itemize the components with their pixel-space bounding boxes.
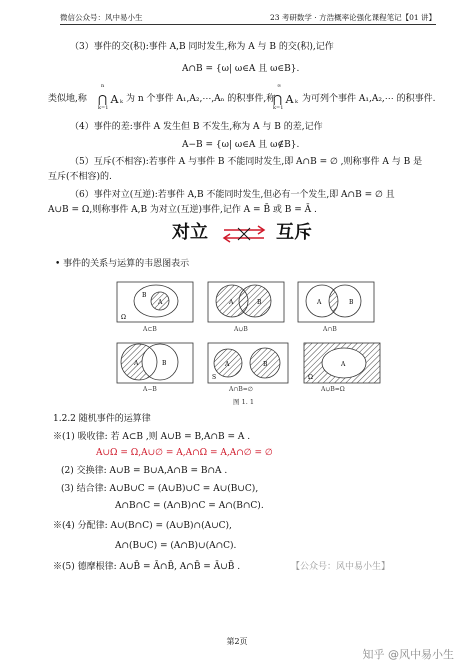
rule-4a: ※(4) 分配律: A∪(B∩C) = (A∪B)∩(A∪C),	[53, 521, 232, 531]
venn-bullet: • 事件的关系与运算的韦恩图表示	[55, 259, 190, 269]
header-right: 23 考研数学 · 方浩概率论强化课程笔记【01 讲】	[269, 13, 436, 22]
rule-1: ※(1) 吸收律: 若 A⊂B ,则 A∪B = B,A∩B = A .	[53, 432, 251, 442]
item-5-text: （5）互斥(不相容):若事件 A 与事件 B 不能同时发生,即 A∩B = ∅ ,则称事件 A 与 B 是	[70, 157, 423, 167]
item-3-text: （3）事件的交(积):事件 A,B 同时发生,称为 A 与 B 的交(积),记作	[70, 42, 334, 52]
bound-n: n	[101, 83, 105, 89]
similar-text-3: 为可列个事件 A₁,A₂,⋯ 的积事件.	[302, 94, 436, 104]
section-heading: 1.2.2 随机事件的运算律	[53, 414, 151, 424]
item-3-formula: A∩B = {ω| ω∈A 且 ω∈B}.	[182, 64, 300, 74]
rule-3b: A∩B∩C = (A∩B)∩C = A∩(B∩C).	[115, 501, 264, 511]
rule-5-note: 【公众号：风中易小生】	[291, 562, 391, 572]
venn-4-b: B	[162, 360, 167, 367]
venn-5-a: A	[225, 361, 230, 368]
venn-5-b: B	[263, 361, 268, 368]
venn-6-a: A	[341, 361, 346, 368]
rule-4b: A∩(B∪C) = (A∩B)∪(A∩C).	[115, 541, 237, 551]
title-exclusive: 互斥	[276, 222, 312, 243]
bound-inf: ∞	[277, 83, 282, 89]
subscript-k2: k	[295, 99, 299, 105]
item-6-text: （6）事件对立(互逆):若事件 A,B 不能同时发生,但必有一个发生,即 A∩B = ∅ 且	[70, 190, 395, 200]
venn-caption-4: A−B	[143, 386, 157, 393]
figure-caption: 图 1. 1	[233, 398, 254, 406]
item-4-formula: A−B = {ω| ω∈A 且 ω∉B}.	[182, 140, 300, 150]
bound-k1: k=1	[98, 105, 109, 111]
bound-k1b: k=1	[273, 105, 284, 111]
rule-1-red: A∪Ω = Ω,A∪∅ = A,A∩Ω = A,A∩∅ = ∅	[96, 448, 273, 458]
venn-caption-6: A∪B=Ω	[321, 386, 345, 393]
page-header	[60, 10, 436, 25]
intersection-symbol-1: ⋂ A	[98, 93, 119, 106]
rule-2: (2) 交换律: A∪B = B∪A,A∩B = B∩A .	[61, 466, 228, 476]
venn-4-a: A	[134, 360, 139, 367]
similar-text-1: 类似地,称	[48, 94, 87, 104]
rule-3a: (3) 结合律: A∪B∪C = (A∪B)∪C = A∪(B∪C),	[61, 484, 259, 494]
venn-caption-1: A⊂B	[143, 326, 157, 333]
intersection-symbol-2: ⋂ A	[273, 93, 294, 106]
not-equal-arrows-icon	[222, 225, 266, 243]
header-left: 微信公众号：风中易小生	[60, 13, 143, 22]
title-opposite: 对立	[172, 222, 208, 243]
rule-5: ※(5) 德摩根律: A∪B̄ = Ā∩B̄, A∩B̄ = Ā∪B̄ .	[53, 562, 241, 572]
page-footer: 第2页	[226, 637, 248, 646]
item-5-text-2: 互斥(不相容)的.	[48, 172, 112, 182]
item-6-text-2: A∪B = Ω,则称事件 A,B 为对立(互逆)事件,记作 A = B̄ 或 B = Ā .	[48, 205, 317, 215]
venn-caption-3: A∩B	[323, 326, 337, 333]
venn-5-s: S	[212, 374, 217, 381]
venn-caption-5: A∩B=∅	[229, 386, 254, 393]
item-4-text: （4）事件的差:事件 A 发生但 B 不发生,称为 A 与 B 的差,记作	[70, 122, 323, 132]
venn-6-omega: Ω	[308, 374, 313, 381]
venn-caption-2: A∪B	[234, 326, 248, 333]
similar-text-2: 为 n 个事件 A₁,A₂,⋯,Aₙ 的积事件,称	[126, 94, 276, 104]
watermark: 知乎 @风中易小生	[362, 648, 454, 661]
subscript-k: k	[120, 99, 124, 105]
